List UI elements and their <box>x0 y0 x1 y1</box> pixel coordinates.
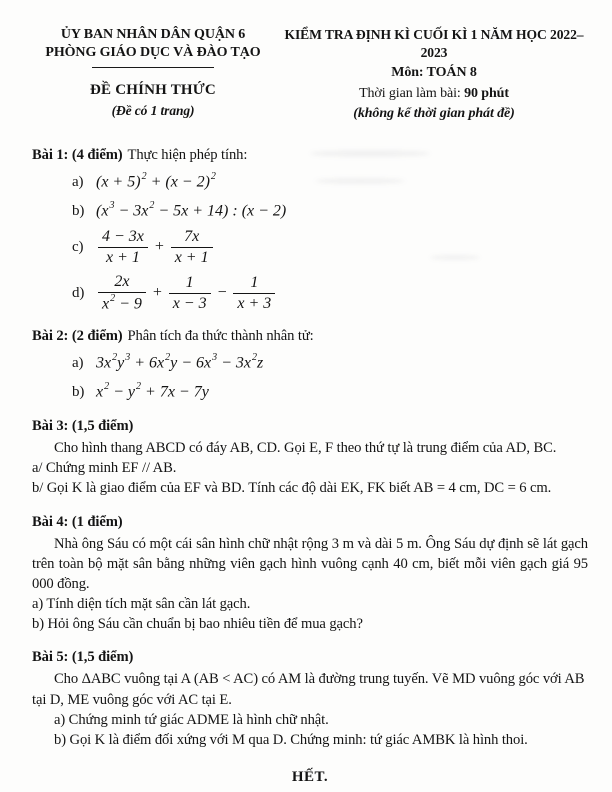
problem-2-label: Bài 2: (2 điểm) <box>32 328 123 345</box>
math-expression: $\frac{4 - 3x}{x + 1}$ + $\frac{7x}{x + 1}$ <box>96 228 215 267</box>
item-label: b) <box>72 383 85 400</box>
subject-line <box>280 63 588 82</box>
scan-artifact <box>315 178 405 184</box>
problem-1 <box>32 145 588 313</box>
authority-line-1: ỦY BAN NHÂN DÂN QUẬN 6 <box>60 27 246 42</box>
fraction: $\frac{2x}{x^2 - 9}$ <box>98 273 146 313</box>
scan-artifact <box>430 255 480 260</box>
subject-label: Môn: <box>391 65 427 81</box>
duration-line <box>280 84 588 103</box>
problem-5-intro: Cho ΔABC vuông tại A (AB < AC) có AM là đường trung tuyến. Vẽ MD vuông góc với AB tại D, ME vuông góc với AC tại E. <box>32 671 585 708</box>
problem-2-item-a <box>72 352 588 374</box>
item-label: a) <box>72 174 84 191</box>
problem-3-item-b: b/ Gọi K là giao điểm của EF và BD. Tính các độ dài EK, FK biết AB = 4 cm, DC = 6 cm. <box>32 480 552 497</box>
problem-5-item-a: a) Chứng minh tứ giác ADME là hình chữ nhật. <box>54 711 329 728</box>
problem-1-title: Thực hiện phép tính: <box>127 147 248 164</box>
end-of-exam-label: HẾT. <box>291 768 329 785</box>
math-expression: $(x + 5)^2 + (x - 2)^2$ <box>96 171 216 191</box>
problem-5-item-b: b) Gọi K là điểm đối xứng với M qua D. Chứng minh: tứ giác AMBK là hình thoi. <box>54 731 528 748</box>
problem-1-item-c <box>72 228 588 267</box>
math-expression: $\frac{2x}{x^2 - 9}$ + $\frac{1}{x - 3}$ − $\frac{1}{x + 3}$ <box>96 273 277 313</box>
item-label: b) <box>72 202 85 219</box>
problem-1-item-b <box>72 200 588 222</box>
problem-4-item-a: a) Tính diện tích mặt sân cần lát gạch. <box>32 596 251 613</box>
problem-3-item-a: a/ Chứng minh EF // AB. <box>32 460 177 477</box>
issuing-authority-block <box>32 26 274 120</box>
problem-4 <box>32 512 588 635</box>
problem-4-intro: Nhà ông Sáu có một cái sân hình chữ nhật rộng 3 m và dài 5 m. Ông Sáu dự định sẽ lát gạch trên toàn bộ mặt sân bằng những viên gạch hình vuông cạnh 40 cm, biết mỗi viên gạch giá 95 000 đồng. <box>32 535 588 592</box>
problem-2-title: Phân tích đa thức thành nhân tử: <box>127 328 314 345</box>
subject-value: TOÁN 8 <box>426 65 477 81</box>
problem-5-heading <box>32 647 588 667</box>
page-count-note: (Đề có 1 trang) <box>111 102 195 118</box>
problem-5-label: Bài 5: (1,5 điểm) <box>32 649 134 666</box>
problem-3-label: Bài 3: (1,5 điểm) <box>32 418 134 435</box>
problem-3 <box>32 416 588 499</box>
problem-1-heading <box>32 145 588 165</box>
problem-2-item-b <box>72 381 588 403</box>
problem-4-heading <box>32 512 588 532</box>
exam-title: KIỂM TRA ĐỊNH KÌ CUỐI KÌ 1 NĂM HỌC 2022–2023 <box>284 27 584 60</box>
problem-4-label: Bài 4: (1 điểm) <box>32 513 123 530</box>
item-label: c) <box>72 239 84 256</box>
problem-5 <box>32 647 588 750</box>
problem-4-item-b: b) Hỏi ông Sáu cần chuẩn bị bao nhiêu tiền để mua gạch? <box>32 616 363 633</box>
problem-3-heading <box>32 416 588 436</box>
authority-line-2: PHÒNG GIÁO DỤC VÀ ĐÀO TẠO <box>45 44 261 60</box>
official-exam-label: ĐỀ CHÍNH THỨC <box>90 81 216 98</box>
problem-1-label: Bài 1: (4 điểm) <box>32 147 123 164</box>
fraction: $\frac{7x}{x + 1}$ <box>171 228 213 267</box>
exam-info-block <box>274 26 588 123</box>
item-label: a) <box>72 355 84 372</box>
header-rule <box>92 67 214 68</box>
duration-value: 90 phút <box>464 85 509 101</box>
item-label: d) <box>72 284 85 301</box>
problem-2-heading <box>32 326 588 346</box>
problem-2 <box>32 326 588 403</box>
fraction: $\frac{4 - 3x}{x + 1}$ <box>98 228 148 267</box>
time-note: (không kể thời gian phát đề) <box>353 105 515 121</box>
math-expression: $(x^3 - 3x^2 - 5x + 14)$ : (x − 2) <box>96 199 287 220</box>
scan-artifact <box>310 150 430 157</box>
duration-label: Thời gian làm bài: <box>359 85 465 101</box>
exam-header <box>32 26 588 123</box>
fraction: $\frac{1}{x + 3}$ <box>233 274 275 313</box>
math-expression: $x^2 - y^2 + 7x - 7y$ <box>96 380 209 401</box>
math-expression: $3x^2y^3 + 6x^2y - 6x^3 - 3x^2z$ <box>96 352 264 372</box>
problem-1-item-d <box>72 273 588 313</box>
problem-3-intro: Cho hình thang ABCD có đáy AB, CD. Gọi E, F theo thứ tự là trung điểm của AD, BC. <box>54 440 557 457</box>
fraction: $\frac{1}{x - 3}$ <box>169 274 211 313</box>
